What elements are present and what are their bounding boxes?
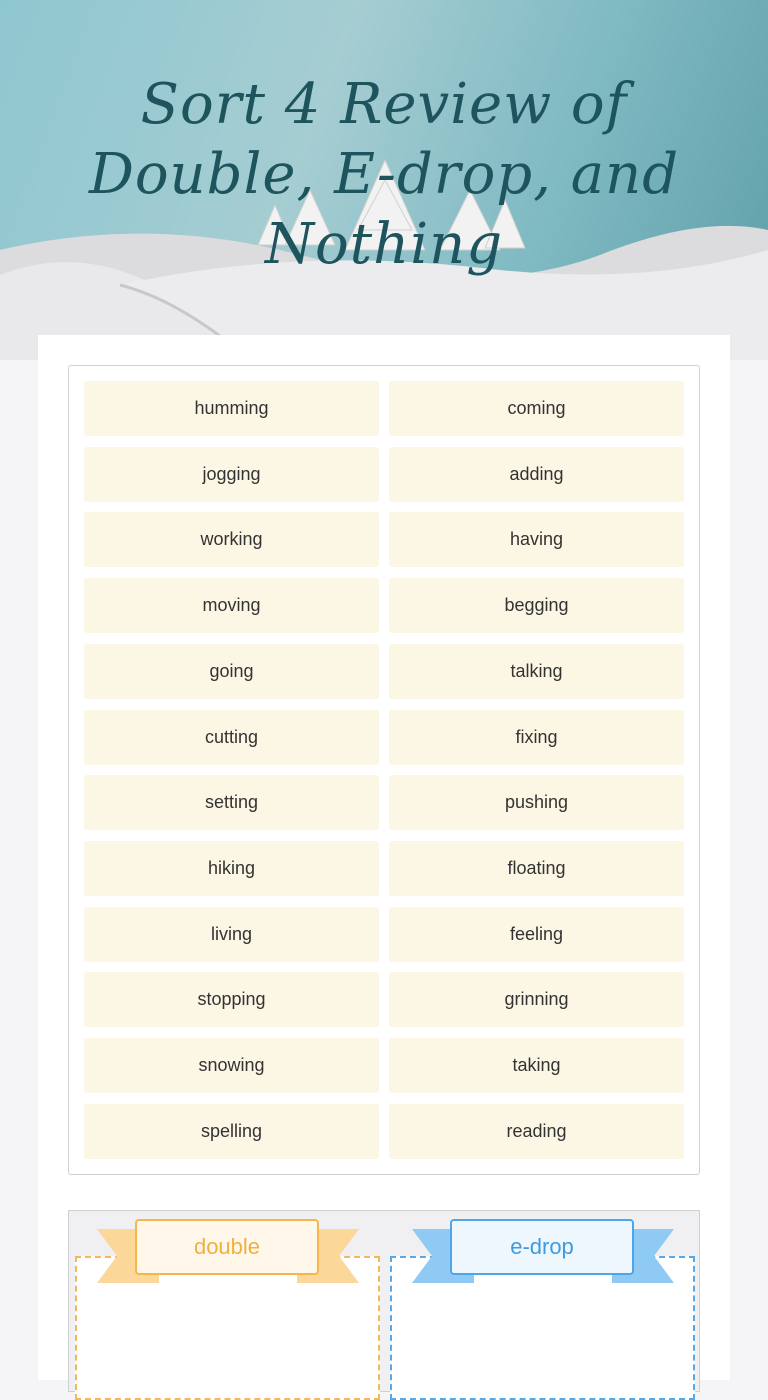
word-tile[interactable]: working: [84, 512, 379, 567]
word-tile[interactable]: hiking: [84, 841, 379, 896]
word-tile[interactable]: grinning: [389, 972, 684, 1027]
word-tile[interactable]: having: [389, 512, 684, 567]
header-banner: [0, 0, 768, 360]
word-tile[interactable]: moving: [84, 578, 379, 633]
word-tile[interactable]: reading: [389, 1104, 684, 1159]
word-tile[interactable]: humming: [84, 381, 379, 436]
word-tile[interactable]: talking: [389, 644, 684, 699]
sort-categories: [68, 1210, 700, 1392]
word-tile[interactable]: cutting: [84, 710, 379, 765]
word-tile[interactable]: taking: [389, 1038, 684, 1093]
word-tile[interactable]: setting: [84, 775, 379, 830]
word-tile[interactable]: spelling: [84, 1104, 379, 1159]
worksheet: [38, 335, 730, 1380]
word-tile[interactable]: snowing: [84, 1038, 379, 1093]
word-tile[interactable]: coming: [389, 381, 684, 436]
word-tile[interactable]: floating: [389, 841, 684, 896]
word-tile[interactable]: begging: [389, 578, 684, 633]
word-tile[interactable]: going: [84, 644, 379, 699]
word-tile[interactable]: living: [84, 907, 379, 962]
word-tile[interactable]: adding: [389, 447, 684, 502]
word-tile[interactable]: fixing: [389, 710, 684, 765]
word-tile[interactable]: feeling: [389, 907, 684, 962]
category-label-e-drop: e-drop: [450, 1219, 634, 1275]
word-tile[interactable]: pushing: [389, 775, 684, 830]
page-title: Sort 4 Review of Double, E-drop, and Nothing: [88, 72, 680, 277]
category-label-double: double: [135, 1219, 319, 1275]
word-tile[interactable]: jogging: [84, 447, 379, 502]
word-bank: [68, 365, 700, 1175]
word-tile[interactable]: stopping: [84, 972, 379, 1027]
